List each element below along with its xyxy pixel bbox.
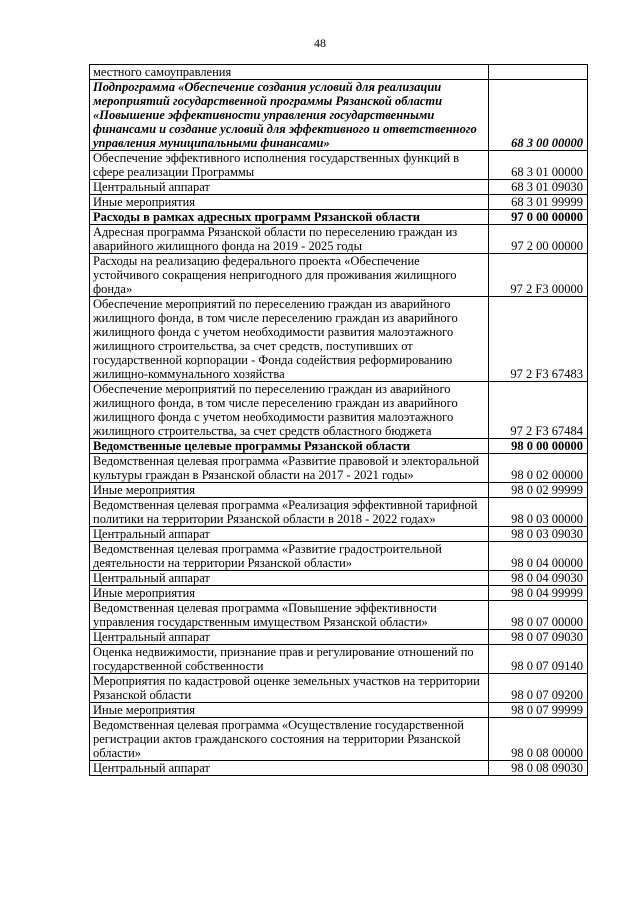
table-row — [90, 718, 588, 761]
table-row — [90, 483, 588, 498]
table-row — [90, 761, 588, 776]
row-description: Адресная программа Рязанской области по переселению граждан из аварийного жилищного фонда на 2019 - 2025 годы — [90, 225, 489, 254]
table-row — [90, 225, 588, 254]
table-row — [90, 195, 588, 210]
row-code: 68 3 01 00000 — [489, 151, 588, 180]
row-code: 68 3 00 00000 — [489, 80, 588, 151]
table-row — [90, 297, 588, 382]
row-code: 98 0 08 09030 — [489, 761, 588, 776]
row-description: Обеспечение эффективного исполнения государственных функций в сфере реализации Программы — [90, 151, 489, 180]
row-description: Ведомственная целевая программа «Развитие градостроительной деятельности на территории Рязанской области» — [90, 542, 489, 571]
budget-classification-table — [89, 64, 588, 776]
row-description: Центральный аппарат — [90, 630, 489, 645]
row-code — [489, 65, 588, 80]
table-row — [90, 527, 588, 542]
row-code: 98 0 04 99999 — [489, 586, 588, 601]
row-code: 98 0 07 99999 — [489, 703, 588, 718]
row-code: 98 0 04 09030 — [489, 571, 588, 586]
table-row — [90, 703, 588, 718]
table-row — [90, 645, 588, 674]
table-row — [90, 630, 588, 645]
row-code: 98 0 02 00000 — [489, 454, 588, 483]
row-code: 97 2 F3 67484 — [489, 382, 588, 439]
row-code: 98 0 02 99999 — [489, 483, 588, 498]
table-row — [90, 210, 588, 225]
row-description: Иные мероприятия — [90, 483, 489, 498]
row-description: Ведомственная целевая программа «Осуществление государственной регистрации актов гражданского состояния на территории Рязанской области» — [90, 718, 489, 761]
row-description: Иные мероприятия — [90, 703, 489, 718]
row-code: 97 2 00 00000 — [489, 225, 588, 254]
row-code: 98 0 07 09030 — [489, 630, 588, 645]
row-code: 98 0 03 09030 — [489, 527, 588, 542]
row-description: Мероприятия по кадастровой оценке земельных участков на территории Рязанской области — [90, 674, 489, 703]
table-row — [90, 601, 588, 630]
table-body — [90, 65, 588, 776]
row-code: 97 2 F3 67483 — [489, 297, 588, 382]
row-description: Иные мероприятия — [90, 586, 489, 601]
row-description: Центральный аппарат — [90, 180, 489, 195]
row-code: 98 0 00 00000 — [489, 439, 588, 454]
table-row — [90, 382, 588, 439]
row-code: 98 0 04 00000 — [489, 542, 588, 571]
table-row — [90, 454, 588, 483]
row-description: Центральный аппарат — [90, 571, 489, 586]
row-description: Центральный аппарат — [90, 761, 489, 776]
table-row — [90, 586, 588, 601]
row-code: 97 0 00 00000 — [489, 210, 588, 225]
row-description: Расходы на реализацию федерального проекта «Обеспечение устойчивого сокращения непригодного для проживания жилищного фонда» — [90, 254, 489, 297]
row-code: 98 0 07 09140 — [489, 645, 588, 674]
row-description: Ведомственная целевая программа «Повышение эффективности управления государственным имуществом Рязанской области» — [90, 601, 489, 630]
row-description: Оценка недвижимости, признание прав и регулирование отношений по государственной собственности — [90, 645, 489, 674]
row-description: местного самоуправления — [90, 65, 489, 80]
table-row — [90, 571, 588, 586]
row-code: 98 0 07 00000 — [489, 601, 588, 630]
row-code: 98 0 07 09200 — [489, 674, 588, 703]
row-description: Обеспечение мероприятий по переселению граждан из аварийного жилищного фонда, в том числе переселению граждан из аварийного жилищного фонда с учетом необходимости развития малоэтажного жилищного строительства, за счет средств областного бюджета — [90, 382, 489, 439]
table-row — [90, 254, 588, 297]
table-row — [90, 65, 588, 80]
row-code: 68 3 01 09030 — [489, 180, 588, 195]
row-description: Обеспечение мероприятий по переселению граждан из аварийного жилищного фонда, в том числе переселению граждан из аварийного жилищного фонда с учетом необходимости развития малоэтажного жилищного строительства, за счет средств, поступивших от государственной корпорации - Фонда содействия реформированию жилищно-коммунального хозяйства — [90, 297, 489, 382]
row-code: 97 2 F3 00000 — [489, 254, 588, 297]
row-description: Иные мероприятия — [90, 195, 489, 210]
table-row — [90, 439, 588, 454]
table-row — [90, 151, 588, 180]
table-row — [90, 674, 588, 703]
row-description: Расходы в рамках адресных программ Рязанской области — [90, 210, 489, 225]
row-description: Подпрограмма «Обеспечение создания условий для реализации мероприятий государственной программы Рязанской области «Повышение эффективности управления государственными финансами и создание условий для эффективного и ответственного управления муниципальными финансами» — [90, 80, 489, 151]
table-row — [90, 542, 588, 571]
row-description: Ведомственные целевые программы Рязанской области — [90, 439, 489, 454]
page-number: 48 — [314, 36, 326, 50]
row-description: Ведомственная целевая программа «Реализация эффективной тарифной политики на территории Рязанской области в 2018 - 2022 годах» — [90, 498, 489, 527]
row-code: 98 0 08 00000 — [489, 718, 588, 761]
table-row — [90, 180, 588, 195]
table-row — [90, 80, 588, 151]
row-description: Ведомственная целевая программа «Развитие правовой и электоральной культуры граждан в Рязанской области на 2017 - 2021 годы» — [90, 454, 489, 483]
row-code: 98 0 03 00000 — [489, 498, 588, 527]
row-code: 68 3 01 99999 — [489, 195, 588, 210]
row-description: Центральный аппарат — [90, 527, 489, 542]
table-row — [90, 498, 588, 527]
